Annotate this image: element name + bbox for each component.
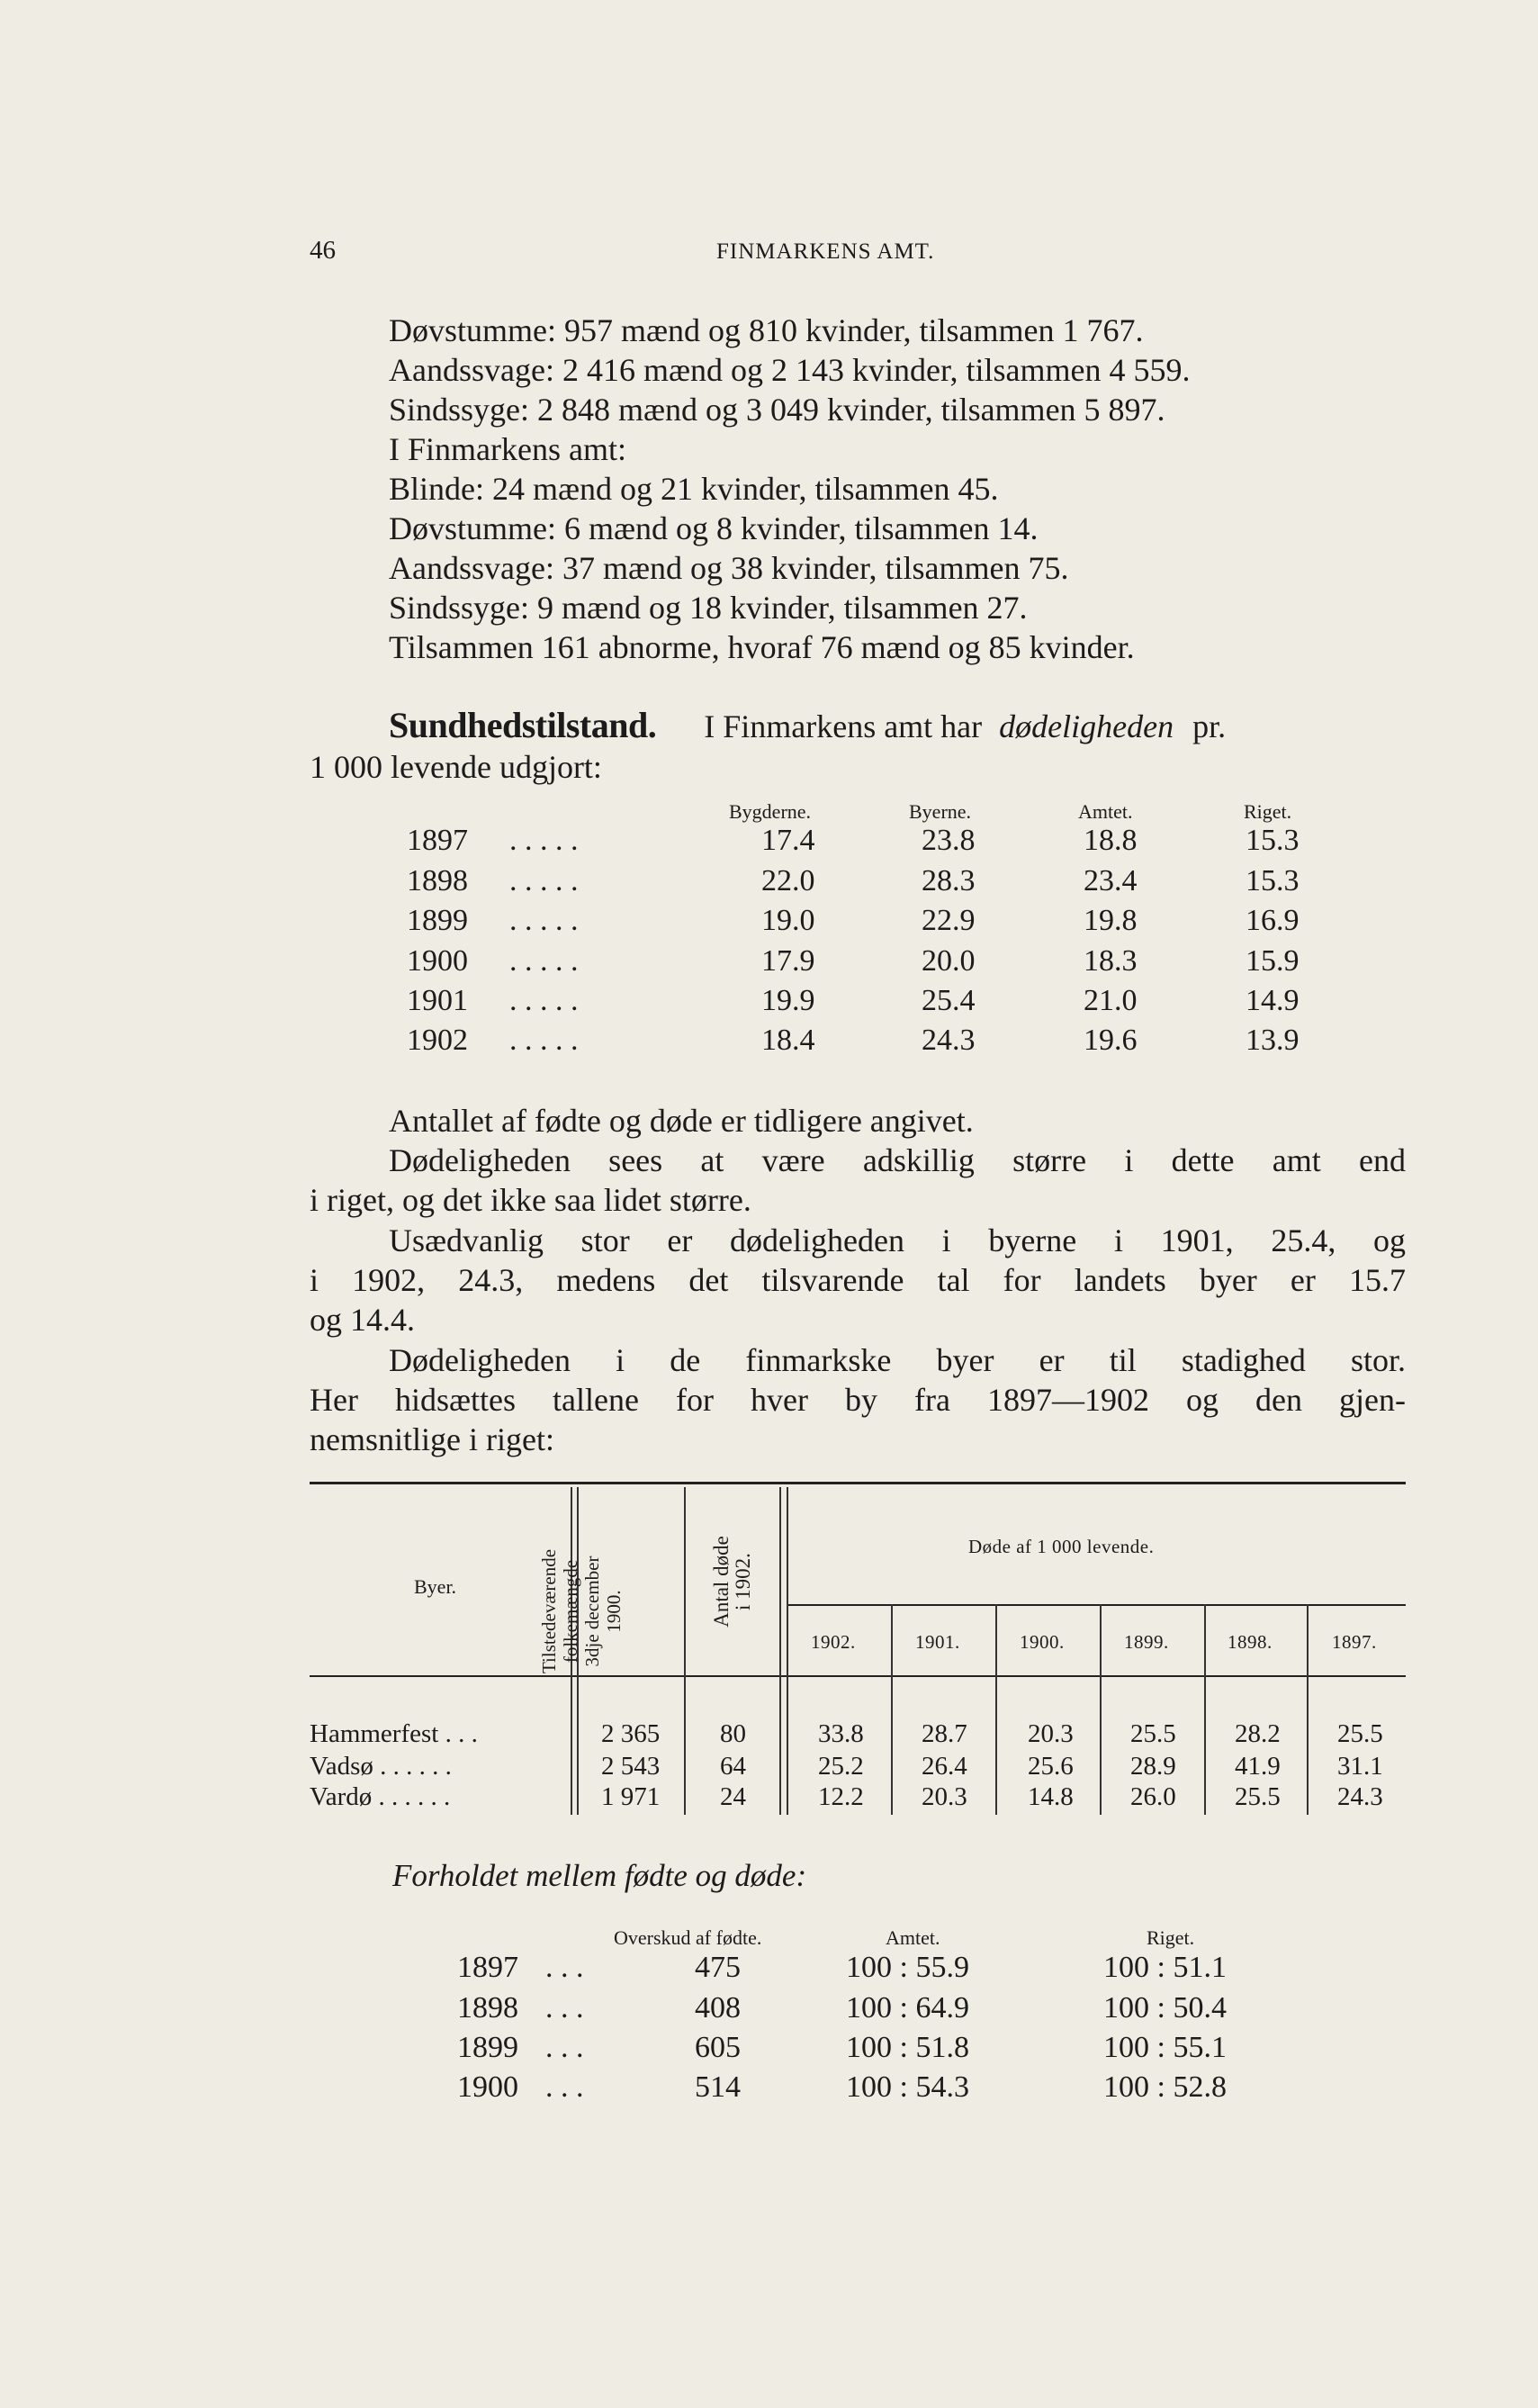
table-top-rule <box>310 1482 1406 1484</box>
cell-amtet: 100 : 55.9 <box>846 1951 969 1984</box>
cell-value: 24.3 <box>1337 1782 1383 1811</box>
column-divider <box>1204 1604 1206 1815</box>
cell-value: 13.9 <box>1246 1024 1300 1057</box>
cell-value: 19.0 <box>761 904 815 937</box>
paragraph-line: nemsnitlige i riget: <box>310 1421 554 1457</box>
paragraph-line: Antallet af fødte og døde er tidligere angivet. <box>389 1103 974 1139</box>
column-divider <box>787 1487 788 1815</box>
cell-surplus: 475 <box>695 1951 741 1984</box>
row-year: 1899 <box>457 2031 518 2064</box>
row-year: 1898 <box>457 1991 518 2025</box>
header-line: Antal døde <box>710 1536 733 1628</box>
column-header: Bygderne. <box>729 800 812 823</box>
cell-value: 22.9 <box>922 904 976 937</box>
section-line-2: 1 000 levende udgjort: <box>310 749 602 785</box>
row-year: 1900 <box>457 2070 518 2104</box>
row-year: 1901 <box>407 984 468 1017</box>
row-dots: . . . . . <box>509 1024 579 1057</box>
intro-line: Døvstumme: 957 mænd og 810 kvinder, tilsammen 1 767. <box>389 312 1144 348</box>
intro-line: Sindssyge: 9 mænd og 18 kvinder, tilsammen 27. <box>389 590 1028 626</box>
intro-line: Døvstumme: 6 mænd og 8 kvinder, tilsammen 14. <box>389 510 1039 546</box>
table-header-rule <box>310 1675 1406 1677</box>
year-header: 1902. <box>811 1631 856 1653</box>
column-divider <box>1307 1604 1309 1815</box>
cell-value: 16.9 <box>1246 904 1300 937</box>
cell-value: 28.2 <box>1235 1719 1281 1748</box>
cell-surplus: 408 <box>695 1991 741 2025</box>
row-city: Hammerfest . . . <box>310 1719 478 1748</box>
cell-amtet: 100 : 54.3 <box>846 2070 969 2104</box>
cell-value: 14.8 <box>1028 1782 1074 1811</box>
cell-value: 28.3 <box>922 864 976 897</box>
cell-value: 25.5 <box>1337 1719 1383 1748</box>
paragraph-line: i riget, og det ikke saa lidet større. <box>310 1182 751 1218</box>
row-dots: . . . . . <box>509 824 579 857</box>
paragraph-line: Dødeligheden i de finmarkske byer er til stadighed stor. <box>389 1342 1406 1378</box>
column-divider <box>684 1487 686 1815</box>
row-dots: . . . . . <box>509 904 579 937</box>
section-heading-line <box>389 704 1226 746</box>
cell-value: 25.5 <box>1235 1782 1281 1811</box>
cell-value: 23.8 <box>922 824 976 857</box>
intro-line: Tilsammen 161 abnorme, hvoraf 76 mænd og 85 kvinder. <box>389 629 1135 665</box>
column-header: Amtet. <box>1078 800 1133 823</box>
cell-value: 24.3 <box>922 1024 976 1057</box>
cell-value: 12.2 <box>818 1782 864 1811</box>
cell-riget: 100 : 51.1 <box>1103 1951 1227 1984</box>
section-text: I Finmarkens amt har <box>704 708 983 744</box>
row-dots: . . . . . <box>509 984 579 1017</box>
column-header: Overskud af fødte. <box>614 1926 762 1949</box>
year-header: 1899. <box>1124 1631 1169 1653</box>
intro-line: Aandssvage: 2 416 mænd og 2 143 kvinder, tilsammen 4 559. <box>389 352 1191 388</box>
cell-value: 18.8 <box>1084 824 1138 857</box>
group-header: Døde af 1 000 levende. <box>968 1536 1155 1557</box>
cell-value: 18.4 <box>761 1024 815 1057</box>
cell-value: 15.3 <box>1246 864 1300 897</box>
row-dots: . . . . . <box>509 864 579 897</box>
column-divider <box>891 1604 893 1815</box>
cell-value: 25.4 <box>922 984 976 1017</box>
cell-value: 21.0 <box>1084 984 1138 1017</box>
column-header-population <box>538 1521 625 1701</box>
page-number: 46 <box>310 236 336 265</box>
row-dots: . . . <box>545 1991 584 2025</box>
cell-surplus: 514 <box>695 2070 741 2104</box>
cell-deaths: 64 <box>720 1752 746 1781</box>
row-dots: . . . <box>545 2070 584 2104</box>
header-line: folkemængde <box>560 1559 581 1664</box>
cell-riget: 100 : 50.4 <box>1103 1991 1227 2025</box>
intro-line: Sindssyge: 2 848 mænd og 3 049 kvinder, tilsammen 5 897. <box>389 392 1165 428</box>
cell-value: 31.1 <box>1337 1752 1383 1781</box>
row-year: 1898 <box>407 864 468 897</box>
row-dots: . . . . . <box>509 944 579 978</box>
cell-value: 19.8 <box>1084 904 1138 937</box>
cell-value: 15.3 <box>1246 824 1300 857</box>
cell-value: 22.0 <box>761 864 815 897</box>
cell-value: 17.4 <box>761 824 815 857</box>
row-dots: . . . <box>545 1951 584 1984</box>
cell-population: 1 971 <box>601 1782 661 1811</box>
paragraph-line: og 14.4. <box>310 1302 415 1338</box>
running-title: FINMARKENS AMT. <box>716 239 935 264</box>
cell-value: 23.4 <box>1084 864 1138 897</box>
year-header: 1901. <box>915 1631 960 1653</box>
row-dots: . . . <box>545 2031 584 2064</box>
intro-line: Blinde: 24 mænd og 21 kvinder, tilsammen 45. <box>389 471 999 507</box>
column-divider <box>779 1487 781 1815</box>
section-text-italic: dødeligheden <box>999 708 1174 744</box>
row-city: Vardø . . . . . . <box>310 1782 451 1811</box>
column-header: Byerne. <box>909 800 972 823</box>
paragraph-line: Her hidsættes tallene for hver by fra 1897—1902 og den gjen- <box>310 1382 1406 1418</box>
section-heading: Sundhedstilstand. <box>389 705 657 745</box>
cell-value: 19.6 <box>1084 1024 1138 1057</box>
row-year: 1899 <box>407 904 468 937</box>
cell-amtet: 100 : 51.8 <box>846 2031 969 2064</box>
header-line: 3dje december <box>581 1556 603 1667</box>
year-header: 1900. <box>1020 1631 1065 1653</box>
cell-value: 17.9 <box>761 944 815 978</box>
group-header-rule <box>787 1604 1406 1606</box>
paragraph-line: Dødeligheden sees at være adskillig større i dette amt end <box>389 1142 1406 1178</box>
year-header: 1898. <box>1228 1631 1273 1653</box>
column-header: Riget. <box>1244 800 1292 823</box>
cell-value: 25.5 <box>1130 1719 1176 1748</box>
cell-value: 26.4 <box>922 1752 967 1781</box>
cell-value: 25.6 <box>1028 1752 1074 1781</box>
cell-population: 2 365 <box>601 1719 661 1748</box>
cell-value: 25.2 <box>818 1752 864 1781</box>
row-year: 1900 <box>407 944 468 978</box>
cell-value: 41.9 <box>1235 1752 1281 1781</box>
cell-amtet: 100 : 64.9 <box>846 1991 969 2025</box>
header-line: i 1902. <box>732 1553 754 1610</box>
row-year: 1897 <box>407 824 468 857</box>
cell-value: 19.9 <box>761 984 815 1017</box>
column-header-deaths <box>711 1492 758 1672</box>
intro-line: I Finmarkens amt: <box>389 431 626 467</box>
cell-value: 33.8 <box>818 1719 864 1748</box>
header-line: 1900. <box>603 1590 625 1633</box>
year-header: 1897. <box>1332 1631 1377 1653</box>
cell-value: 20.3 <box>922 1782 967 1811</box>
header-line: Tilstedeværende <box>538 1548 560 1674</box>
cell-value: 28.9 <box>1130 1752 1176 1781</box>
section-text: pr. <box>1192 708 1227 744</box>
row-year: 1897 <box>457 1951 518 1984</box>
cell-value: 20.0 <box>922 944 976 978</box>
cell-surplus: 605 <box>695 2031 741 2064</box>
cell-riget: 100 : 52.8 <box>1103 2070 1227 2104</box>
column-divider <box>995 1604 997 1815</box>
ratio-heading: Forholdet mellem fødte og døde: <box>392 1858 807 1893</box>
cell-deaths: 80 <box>720 1719 746 1748</box>
row-year: 1902 <box>407 1024 468 1057</box>
cell-value: 18.3 <box>1084 944 1138 978</box>
paragraph-line: Usædvanlig stor er dødeligheden i byerne i 1901, 25.4, og <box>389 1222 1406 1258</box>
cell-population: 2 543 <box>601 1752 661 1781</box>
cell-value: 26.0 <box>1130 1782 1176 1811</box>
cell-value: 28.7 <box>922 1719 967 1748</box>
intro-line: Aandssvage: 37 mænd og 38 kvinder, tilsammen 75. <box>389 550 1069 586</box>
paragraph-line: i 1902, 24.3, medens det tilsvarende tal for landets byer er 15.7 <box>310 1262 1406 1298</box>
cell-riget: 100 : 55.1 <box>1103 2031 1227 2064</box>
row-city: Vadsø . . . . . . <box>310 1752 452 1781</box>
cell-value: 15.9 <box>1246 944 1300 978</box>
cell-deaths: 24 <box>720 1782 746 1811</box>
column-header: Amtet. <box>886 1926 940 1949</box>
column-divider <box>1100 1604 1102 1815</box>
cell-value: 20.3 <box>1028 1719 1074 1748</box>
column-header-byer: Byer. <box>414 1575 457 1598</box>
column-header: Riget. <box>1147 1926 1195 1949</box>
cell-value: 14.9 <box>1246 984 1300 1017</box>
